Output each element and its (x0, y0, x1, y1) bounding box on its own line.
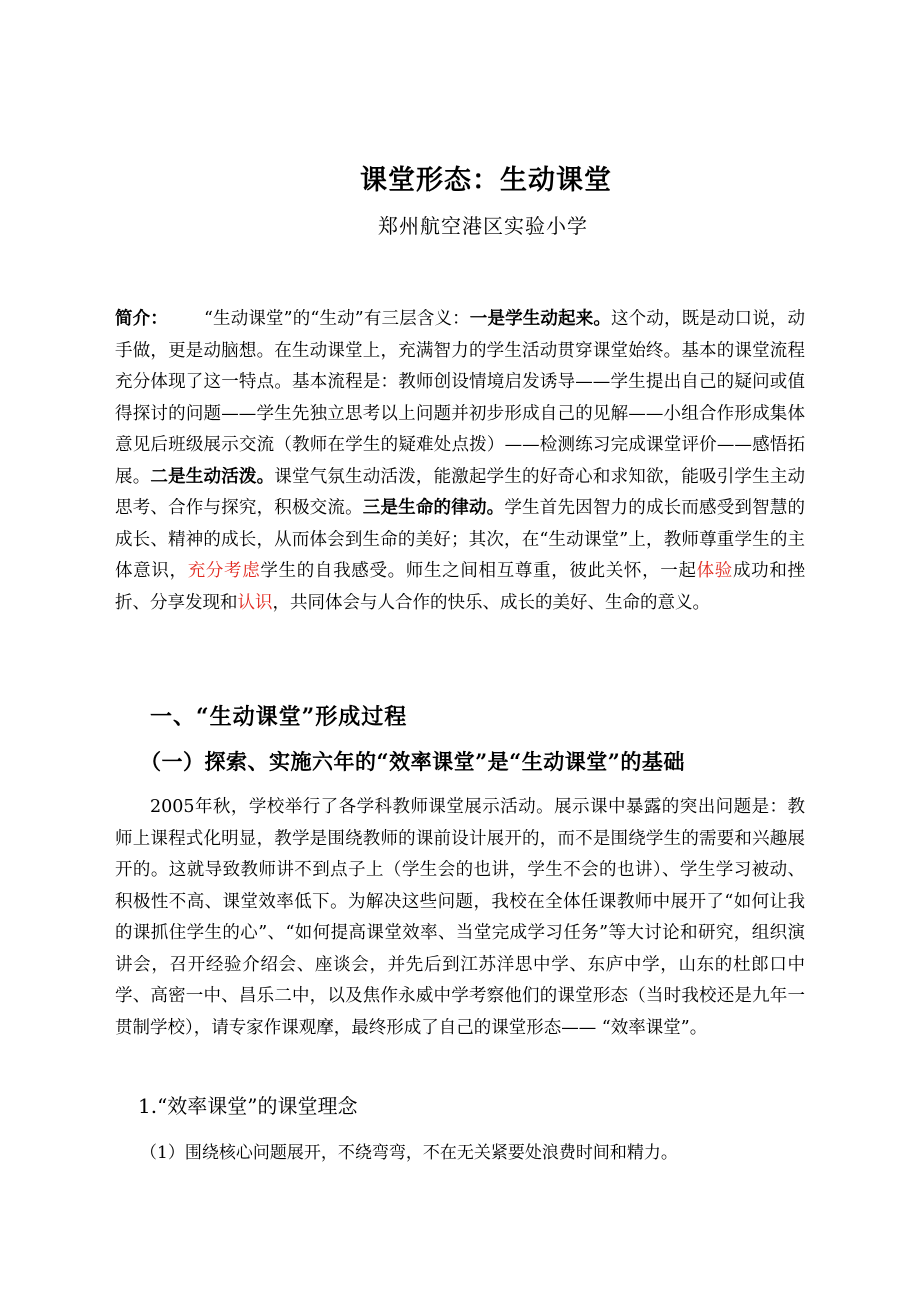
school-name: 郑州航空港区实验小学 (378, 214, 588, 238)
intro-text-1: “生动课堂”的“生动”有三层含义： (203, 309, 470, 329)
document-title: 课堂形态：生动课堂 (360, 165, 612, 196)
intro-text-7: ，共同体会与人合作的快乐、成长的美好、生命的意义。 (272, 592, 710, 613)
intro-point-2: 二是生动活泼。 (150, 466, 275, 487)
intro-paragraph (115, 304, 805, 619)
intro-point-1: 一是学生动起来。 (469, 309, 611, 329)
highlight-text-3: 认识 (237, 592, 273, 613)
list-item: （1）围绕核心问题展开，不绕弯弯，不在无关紧要处浪费时间和精力。 (140, 1143, 678, 1163)
intro-text-6: 成功和挫折、分享发现和 (115, 561, 806, 613)
intro-point-3: 三是生命的律动。 (362, 498, 505, 518)
intro-text-5: 学生的自我感受。师生之间相互尊重，彼此关怀，一起 (260, 561, 697, 581)
body-paragraph: 2005年秋，学校举行了各学科教师课堂展示活动。展示课中暴露的突出问题是：教师上课程式化明显，教学是围绕教师的课前设计展开的，而不是围绕学生的需要和兴趣展开的。这就导致教师讲不到点子上（学生会的也讲，学生不会的也讲）、学生学习被动、积极性不高、课堂效率低下。为解决这些问题，我校在全体任课教师中展开了“如何让我的课抓住学生的心”、“如何提高课堂效率、当堂完成学习任务”等大讨论和研究，组织演讲会，召开经验介绍会、座谈会，并先后到江苏洋思中学、东庐中学，山东的杜郎口中学、高密一中、昌乐二中，以及焦作永威中学考察他们的课堂形态（当时我校还是九年一贯制学校），请专家作课观摩，最终形成了自己的课堂形态—— “效率课堂”。 (115, 797, 805, 1038)
intro-text-4: 学生首先因智力的成长而感受到智慧的成长、精神的成长，从而体会到生命的美好；其次，在“生动课堂”上，教师尊重学生的主体意识， (115, 498, 806, 581)
intro-text-3: 课堂气氛生动活泼，能激起学生的好奇心和求知欲，能吸引学生主动思考、合作与探究，积极交流。 (115, 466, 806, 518)
intro-text-2: 这个动，既是动口说，动手做，更是动脑想。在生动课堂上，充满智力的学生活动贯穿课堂始终。基本的课堂流程充分体现了这一特点。基本流程是：教师创设情境启发诱导——学生提出自己的疑问或值得探讨的问题——学生先独立思考以上问题并初步形成自己的见解——小组合作形成集体意见后班级展示交流（教师在学生的疑难处点拨）——检测练习完成课堂评价——感悟拓展。 (115, 309, 806, 487)
highlight-text-2: 体验 (696, 561, 733, 581)
section-heading: 一、“生动课堂”形成过程 (150, 704, 408, 730)
point-heading: 1.“效率课堂”的课堂理念 (138, 1094, 358, 1118)
intro-label: 简介： (115, 309, 168, 329)
subsection-heading: （一）探索、实施六年的“效率课堂”是“生动课堂”的基础 (140, 749, 685, 774)
highlight-text-1: 充分考虑 (187, 561, 261, 581)
